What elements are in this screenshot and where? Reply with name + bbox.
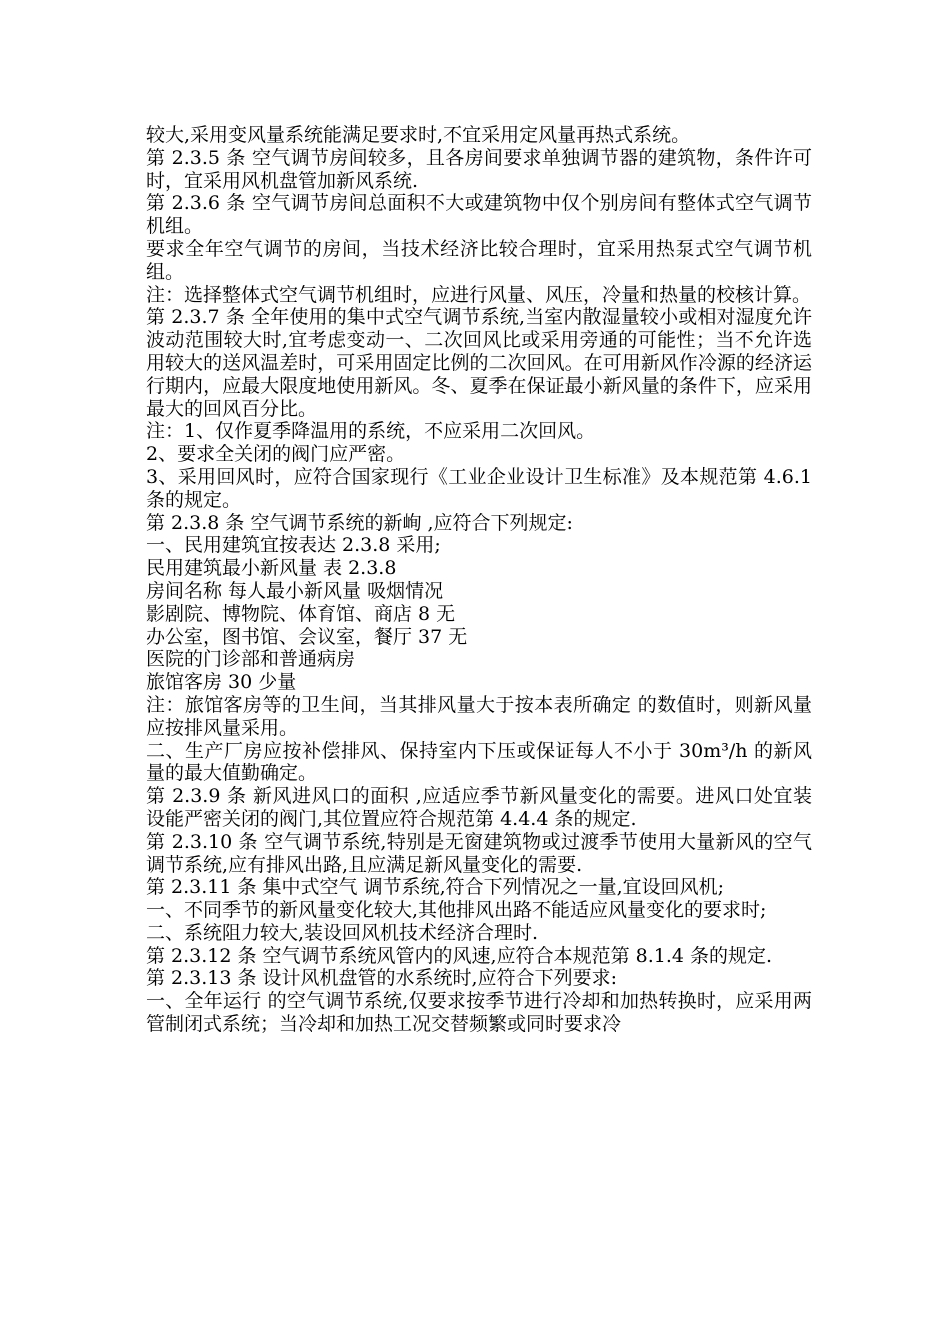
paragraph: 房间名称 每人最小新风量 吸烟情况	[146, 579, 444, 602]
paragraph: 医院的门诊部和普通病房	[146, 648, 356, 671]
paragraph: 二、系统阻力较大,装设回风机技术经济合理时.	[146, 921, 539, 944]
paragraph: 第 2.3.12 条 空气调节系统风管内的风速,应符合本规范第 8.1.4 条的规定.	[146, 944, 773, 967]
paragraph: 第 2.3.5 条 空气调节房间较多，且各房间要求单独调节器的建筑物，条件许可时，宜采用风机盘管加新风系统.	[146, 146, 812, 192]
paragraph: 第 2.3.10 条 空气调节系统,特别是无窗建筑物或过渡季节使用大量新风的空气调节系统,应有排风出路,且应满足新风量变化的需要.	[146, 830, 812, 876]
paragraph: 一、不同季节的新风量变化较大,其他排风出路不能适应风量变化的要求时;	[146, 899, 767, 922]
paragraph: 二、生产厂房应按补偿排风、保持室内下压或保证每人不小于 30m³/h 的新风量的最大值勤确定。	[146, 739, 812, 785]
paragraph: 民用建筑最小新风量 表 2.3.8	[146, 557, 397, 580]
paragraph: 第 2.3.7 条 全年使用的集中式空气调节系统,当室内散湿量较小或相对湿度允许波动范围较大时,宜考虑变动一、二次回风比或采用旁通的可能性；当不允许选用较大的送风温差时，可采用固定比例的二次回风。在可用新风作冷源的经济运行期内，应最大限度地使用新风。冬、夏季在保证最小新风量的条件下，应采用最大的回风百分比。	[146, 306, 812, 420]
paragraph: 注：1、仅作夏季降温用的系统，不应采用二次回风。	[146, 420, 596, 443]
paragraph: 影剧院、博物院、体育馆、商店 8 无	[146, 602, 456, 625]
paragraph: 2、要求全关闭的阀门应严密。	[146, 443, 406, 466]
paragraph: 旅馆客房 30 少量	[146, 671, 297, 694]
document-body	[146, 124, 812, 1036]
paragraph: 办公室，图书馆、会议室，餐厅 37 无	[146, 625, 468, 648]
paragraph: 较大,采用变风量系统能满足要求时,不宜采用定风量再热式系统。	[146, 124, 691, 146]
paragraph: 要求全年空气调节的房间，当技术经济比较合理时，宜采用热泵式空气调节机组。	[146, 237, 812, 283]
paragraph: 注：旅馆客房等的卫生间，当其排风量大于按本表所确定 的数值时，则新风量应按排风量采用。	[146, 693, 812, 739]
paragraph: 第 2.3.9 条 新风进风口的面积 ,应适应季节新风量变化的需要。进风口处宜装设能严密关闭的阀门,其位置应符合规范第 4.4.4 条的规定.	[146, 785, 812, 830]
paragraph: 第 2.3.13 条 设计风机盘管的水系统时,应符合下列要求:	[146, 967, 617, 990]
paragraph: 一、全年运行 的空气调节系统,仅要求按季节进行冷却和加热转换时，应采用两管制闭式系统；当冷却和加热工况交替频繁或同时要求冷	[146, 990, 812, 1036]
paragraph: 3、采用回风时，应符合国家现行《工业企业设计卫生标准》及本规范第 4.6.1 条的规定。	[146, 465, 812, 511]
paragraph: 第 2.3.6 条 空气调节房间总面积不大或建筑物中仅个别房间有整体式空气调节机组。	[146, 192, 812, 238]
paragraph: 注：选择整体式空气调节机组时，应进行风量、风压，冷量和热量的校核计算。	[146, 283, 812, 306]
paragraph: 一、民用建筑宜按表达 2.3.8 采用;	[146, 534, 441, 557]
paragraph: 第 2.3.11 条 集中式空气 调节系统,符合下列情况之一量,宜设回风机;	[146, 876, 725, 899]
paragraph: 第 2.3.8 条 空气调节系统的新峋 ,应符合下列规定:	[146, 511, 573, 534]
